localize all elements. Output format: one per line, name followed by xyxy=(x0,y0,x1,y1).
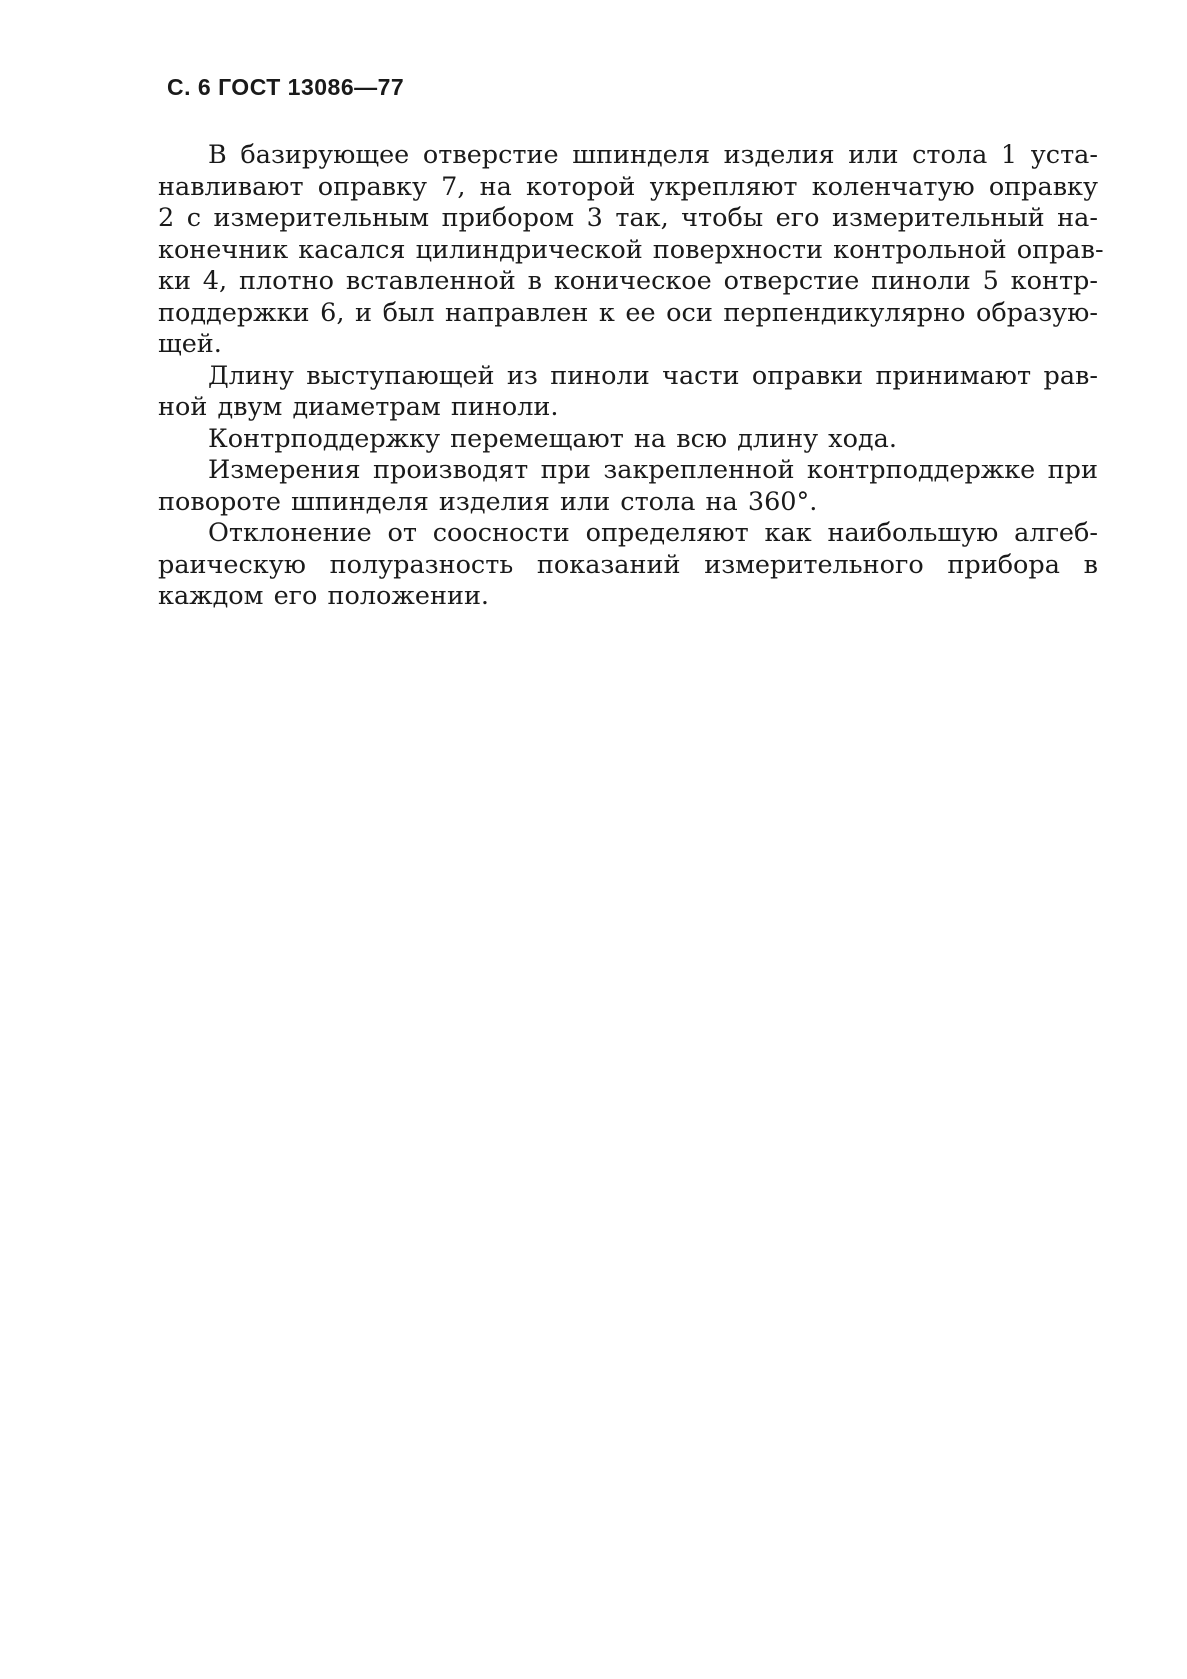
text-line: ной двум диаметрам пиноли. xyxy=(158,392,559,422)
text-line: Контрподдержку перемещают на всю длину хода. xyxy=(208,423,897,454)
text-line: поддержки 6, и был направлен к ее оси перпендикулярно образую- xyxy=(158,297,1098,328)
paragraph-measurement xyxy=(158,455,1098,518)
text-line: повороте шпинделя изделия или стола на 360°. xyxy=(158,486,818,517)
text-line: Измерения производят при закрепленной контрподдержке при xyxy=(208,455,1098,485)
text-line: Длину выступающей из пиноли части оправки принимают рав- xyxy=(208,360,1098,391)
text-line: Отклонение от соосности определяют как наибольшую алгеб- xyxy=(208,518,1098,548)
paragraph-support-travel xyxy=(158,424,1098,456)
document-body xyxy=(158,140,1104,613)
text-line: ки 4, плотно вставленной в коническое отверстие пиноли 5 контр- xyxy=(158,266,1098,296)
paragraph-deviation xyxy=(158,518,1098,613)
text-line: раическую полуразность показаний измерительного прибора в xyxy=(158,549,1098,580)
text-line: каждом его положении. xyxy=(158,581,490,611)
text-line: В базирующее отверстие шпинделя изделия или стола 1 уста- xyxy=(208,140,1098,170)
text-line: конечник касался цилиндрической поверхности контрольной оправ- xyxy=(158,234,1104,265)
paragraph-setup xyxy=(158,140,1104,361)
paragraph-mandrel-length xyxy=(158,361,1098,424)
page-header: С. 6 ГОСТ 13086—77 xyxy=(167,74,405,100)
text-line: навливают оправку 7, на которой укрепляют коленчатую оправку xyxy=(158,171,1098,202)
text-line: щей. xyxy=(158,329,222,359)
text-line: 2 с измерительным прибором 3 так, чтобы его измерительный на- xyxy=(158,203,1098,233)
